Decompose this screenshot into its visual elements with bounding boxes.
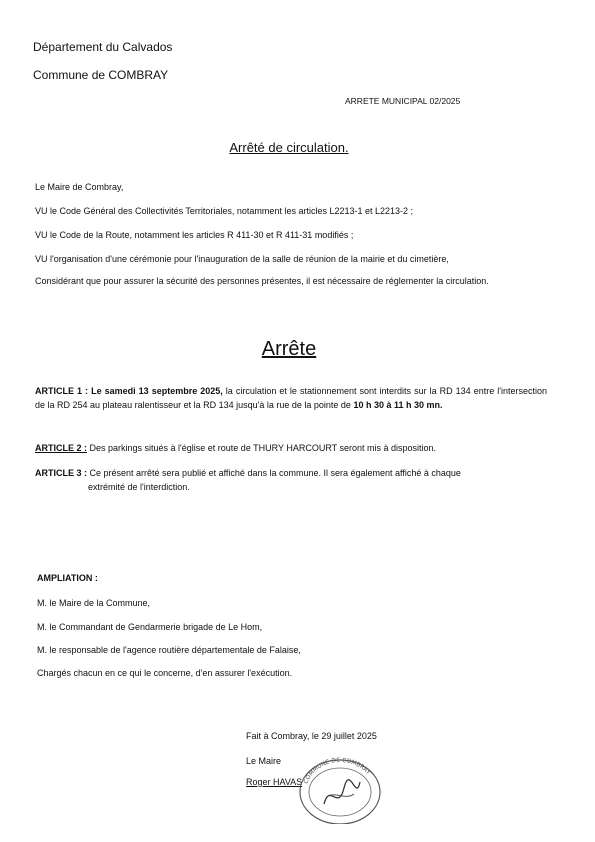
signature-place-date: Fait à Combray, le 29 juillet 2025	[246, 731, 377, 741]
commune-name: Commune de COMBRAY	[33, 68, 169, 82]
article-3-text: Ce présent arrêté sera publié et affiché dans la commune. Il sera également affiché à chaque	[87, 468, 461, 478]
article-1-text: la circulation et le stationnement sont interdits sur la RD 134 entre l'intersection de la RD 254 au plateau ralentisseur et la RD 134 jusqu'à la rue de la pointe de	[35, 386, 547, 410]
signature-role: Le Maire	[246, 756, 282, 766]
ampliation-recipient: M. le Commandant de Gendarmerie brigade de Le Hom,	[37, 622, 263, 632]
preamble-visa-ceremony: VU l'organisation d'une cérémonie pour l'inauguration de la salle de réunion de la mairie et du cimetière,	[35, 254, 449, 264]
article-2	[35, 441, 547, 455]
handwritten-signature	[324, 780, 360, 804]
ampliation-closing: Chargés chacun en ce qui le concerne, d'en assurer l'exécution.	[37, 668, 293, 678]
article-3	[35, 466, 547, 494]
signature-name: Roger HAVAS	[246, 777, 303, 787]
article-2-text: Des parkings situés à l'église et route de THURY HARCOURT seront mis à disposition.	[87, 443, 437, 453]
preamble-mayor: Le Maire de Combray,	[35, 182, 124, 192]
article-3-text-continued: extrémité de l'interdiction.	[88, 482, 190, 492]
article-2-label: ARTICLE 2 :	[35, 443, 88, 453]
decree-heading: Arrête	[261, 338, 317, 360]
seal-ring-text: COMMUNE DE COMBRAY	[302, 756, 372, 785]
municipal-seal-stamp	[294, 752, 386, 824]
preamble-visa-code-route: VU le Code de la Route, notamment les articles R 411-30 et R 411-31 modifiés ;	[35, 230, 354, 240]
ampliation-recipient: M. le Maire de la Commune,	[37, 598, 151, 608]
preamble-visa-cgct: VU le Code Général des Collectivités Territoriales, notamment les articles L2213-1 et L2213-2 ;	[35, 206, 414, 216]
article-1-label: ARTICLE 1 :	[35, 386, 89, 396]
article-1	[35, 384, 547, 412]
decree-reference: ARRETE MUNICIPAL 02/2025	[345, 96, 461, 106]
document-title: Arrêté de circulation.	[229, 140, 349, 155]
ampliation-recipient: M. le responsable de l'agence routière départementale de Falaise,	[37, 645, 301, 655]
ampliation-heading: AMPLIATION :	[37, 573, 98, 583]
article-1-date: Le samedi 13 septembre 2025,	[91, 386, 223, 396]
article-1-time: 10 h 30 à 11 h 30 mn.	[353, 400, 443, 410]
preamble-considering: Considérant que pour assurer la sécurité des personnes présentes, il est nécessaire de réglementer la circulation.	[35, 276, 489, 286]
department-name: Département du Calvados	[33, 40, 173, 54]
article-3-label: ARTICLE 3 :	[35, 468, 88, 478]
